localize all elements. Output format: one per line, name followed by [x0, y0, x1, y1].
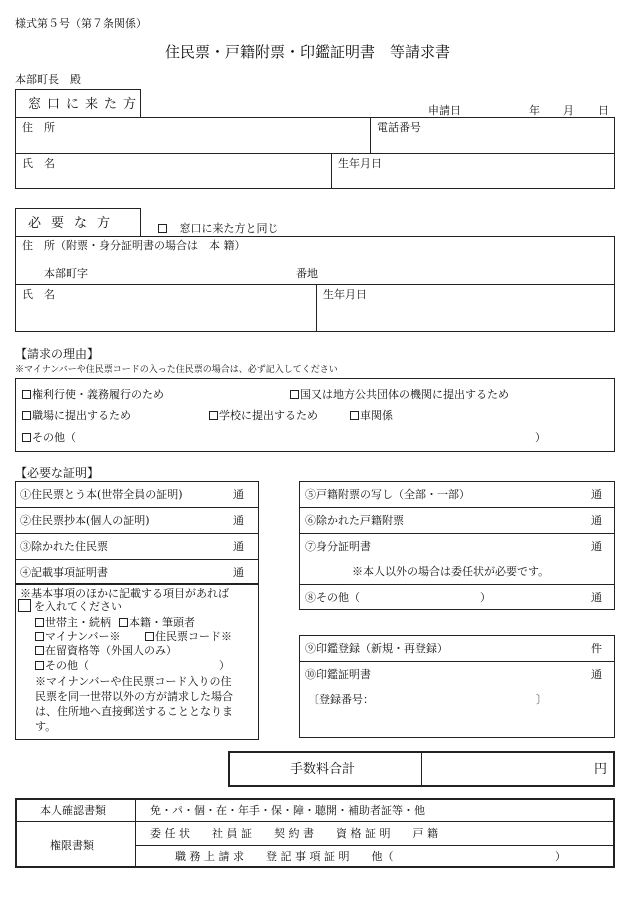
check-mark-icon — [18, 599, 31, 612]
cert-item-1[interactable]: ①住民票とう本(世帯全員の証明) — [20, 488, 183, 501]
divider — [316, 284, 317, 332]
unit-label: 通 — [233, 540, 244, 553]
reg-number-close: 〕 — [536, 693, 547, 706]
item-other[interactable] — [35, 660, 89, 671]
divider — [299, 507, 615, 508]
reason-option-other-text: その他（ — [32, 431, 76, 444]
reg-number-label: 〔登録番号： — [308, 693, 374, 706]
applicant-label-box — [15, 89, 141, 118]
item-mynumber[interactable] — [35, 631, 120, 642]
divider — [299, 584, 615, 585]
id-doc-options[interactable]: 免・パ・個・在・年手・保・障・聴開・補助者証等・他 — [150, 804, 425, 817]
item-household-text: 世帯主・続柄 — [45, 616, 111, 629]
item-other-close: ） — [219, 659, 230, 672]
reason-option-other[interactable] — [22, 432, 76, 443]
checkbox[interactable] — [209, 411, 218, 420]
form-number: 様式第５号（第７条関係） — [15, 17, 147, 30]
item-household[interactable] — [35, 617, 111, 628]
addressee: 本部町長 殿 — [15, 73, 81, 86]
checkbox[interactable] — [145, 632, 154, 641]
fee-total-field[interactable] — [430, 758, 580, 780]
reason-other-field[interactable] — [85, 430, 525, 444]
applicant-name-label: 氏 名 — [22, 157, 55, 170]
reason-option-rights-text: 権利行使・義務履行のため — [32, 388, 164, 401]
checkbox[interactable] — [290, 390, 299, 399]
divider — [15, 821, 615, 822]
cert-item-4[interactable]: ④記載事項証明書 — [20, 566, 108, 579]
required-birth-field[interactable] — [325, 302, 607, 324]
divider — [299, 661, 615, 662]
divider — [421, 751, 422, 787]
same-as-applicant-checkbox[interactable] — [158, 224, 167, 233]
applicant-address-field[interactable] — [70, 134, 360, 150]
unit-label: 通 — [591, 514, 602, 527]
divider — [15, 153, 615, 154]
fee-label: 手数料合計 — [290, 762, 356, 777]
checkbox[interactable] — [22, 390, 31, 399]
cert-item-6[interactable]: ⑥除かれた戸籍附票 — [305, 514, 404, 527]
reg-number-field[interactable] — [375, 692, 530, 706]
required-name-label: 氏 名 — [22, 288, 55, 301]
checkbox[interactable] — [22, 411, 31, 420]
required-name-field[interactable] — [70, 300, 306, 324]
reason-note: ※マイナンバーや住民票コードの入った住民票の場合は、必ず記入してください — [15, 365, 338, 375]
required-label: 必要な方 — [28, 216, 121, 231]
cert-other-field[interactable] — [365, 590, 475, 604]
auth-other-close: ） — [555, 850, 566, 863]
id-doc-label: 本人確認書類 — [40, 804, 106, 817]
checkbox[interactable] — [119, 618, 128, 627]
required-town-label: 本部町字 — [44, 267, 88, 280]
unit-label: 通 — [233, 566, 244, 579]
cert-item-10[interactable]: ⑩印鑑証明書 — [305, 668, 371, 681]
basic-note-2-row — [20, 601, 122, 612]
fee-unit: 円 — [594, 762, 608, 777]
cert-item-2[interactable]: ②住民票抄本(個人の証明) — [20, 514, 150, 527]
reason-option-government[interactable] — [290, 389, 509, 400]
applicant-birth-field[interactable] — [340, 170, 608, 184]
divider — [331, 153, 332, 189]
reason-option-vehicle[interactable] — [350, 410, 393, 421]
unit-label: 通 — [233, 488, 244, 501]
reason-option-government-text: 国又は地方公共団体の機関に提出するため — [300, 388, 509, 401]
divider — [370, 117, 371, 153]
item-honseki[interactable] — [119, 617, 195, 628]
cert-item-3[interactable]: ③除かれた住民票 — [20, 540, 108, 553]
reason-option-school[interactable] — [209, 410, 318, 421]
applicant-birth-label: 生年月日 — [338, 157, 382, 170]
warn-line-4: す。 — [35, 720, 57, 733]
checkbox[interactable] — [22, 433, 31, 442]
applicant-name-field[interactable] — [70, 168, 320, 184]
item-other-text: その他（ — [45, 659, 89, 672]
required-town-field[interactable] — [100, 264, 290, 280]
auth-doc-label: 権限書類 — [50, 839, 94, 852]
reason-option-vehicle-text: 車関係 — [360, 409, 393, 422]
basic-note-1: ※基本事項のほかに記載する項目があれば — [20, 587, 229, 600]
divider — [15, 533, 259, 534]
item-jumin-code[interactable] — [145, 631, 232, 642]
item-honseki-text: 本籍・筆頭者 — [129, 616, 195, 629]
proxy-note: ※本人以外の場合は委任状が必要です。 — [352, 565, 550, 578]
applicant-phone-field[interactable] — [378, 136, 608, 150]
required-label-box — [15, 208, 141, 237]
month-label: 月 — [563, 104, 574, 117]
required-address-label: 住 所（附票・身分証明書の場合は 本 籍） — [22, 239, 246, 252]
warn-line-3: は、住所地へ直接郵送することとなりま — [35, 705, 233, 718]
cert-item-5[interactable]: ⑤戸籍附票の写し（全部・一部） — [305, 488, 470, 501]
year-label: 年 — [529, 104, 540, 117]
unit-label: 通 — [591, 591, 602, 604]
required-lot-label: 番地 — [296, 267, 318, 280]
unit-label: 通 — [591, 668, 602, 681]
unit-label: 通 — [591, 540, 602, 553]
basic-note-2: を入れてください — [34, 600, 122, 613]
page-title: 住民票・戸籍附票・印鑑証明書 等請求書 — [165, 43, 451, 61]
reason-option-workplace-text: 職場に提出するため — [32, 409, 131, 422]
warn-line-1: ※マイナンバーや住民票コード入りの住 — [35, 675, 232, 688]
applicant-address-label: 住 所 — [22, 121, 55, 134]
warn-line-2: 民票を同一世帯以外の方が請求した場合 — [35, 690, 233, 703]
reason-option-school-text: 学校に提出するため — [219, 409, 318, 422]
divider — [15, 284, 615, 285]
cert-item-9[interactable]: ⑨印鑑登録（新規・再登録） — [305, 642, 448, 655]
applicant-label: 窓口に来た方 — [28, 97, 143, 112]
item-residence-text: 在留資格等（外国人のみ） — [45, 644, 177, 657]
unit-label: 通 — [591, 488, 602, 501]
divider — [135, 798, 136, 868]
reason-heading: 【請求の理由】 — [15, 347, 100, 361]
divider — [15, 559, 259, 560]
unit-label: 通 — [233, 514, 244, 527]
checkbox[interactable] — [35, 632, 44, 641]
item-mynumber-text: マイナンバー※ — [45, 630, 121, 643]
divider — [15, 507, 259, 508]
cert-item-7[interactable]: ⑦身分証明書 — [305, 540, 371, 553]
item-jumin-code-text: 住民票コード※ — [155, 630, 232, 643]
reason-option-workplace[interactable] — [22, 410, 131, 421]
same-as-applicant-option[interactable] — [158, 223, 279, 234]
item-residence[interactable] — [35, 645, 177, 656]
checkbox[interactable] — [35, 618, 44, 627]
required-birth-label: 生年月日 — [323, 288, 367, 301]
unit-label-ken: 件 — [591, 642, 602, 655]
auth-doc-options-1[interactable]: 委 任 状 社 員 証 契 約 書 資 格 証 明 戸 籍 — [150, 827, 438, 840]
applicant-phone-label: 電話番号 — [377, 121, 421, 134]
cert-item-8[interactable]: ⑧その他（ — [305, 591, 360, 604]
same-as-applicant-text: 窓口に来た方と同じ — [179, 222, 279, 235]
auth-other-field[interactable] — [430, 849, 550, 863]
checkbox[interactable] — [35, 646, 44, 655]
cert-item-8-close: ） — [480, 591, 491, 604]
divider — [299, 533, 615, 534]
checkbox[interactable] — [35, 661, 44, 670]
divider — [135, 845, 615, 846]
apply-date-label: 申請日 — [428, 104, 461, 117]
checkbox[interactable] — [350, 411, 359, 420]
auth-doc-options-2[interactable]: 職 務 上 請 求 登 記 事 項 証 明 他（ — [175, 850, 394, 863]
reason-other-close: ） — [535, 431, 546, 444]
day-label: 日 — [598, 104, 609, 117]
certificates-heading: 【必要な証明】 — [15, 466, 100, 480]
reason-option-rights[interactable] — [22, 389, 164, 400]
